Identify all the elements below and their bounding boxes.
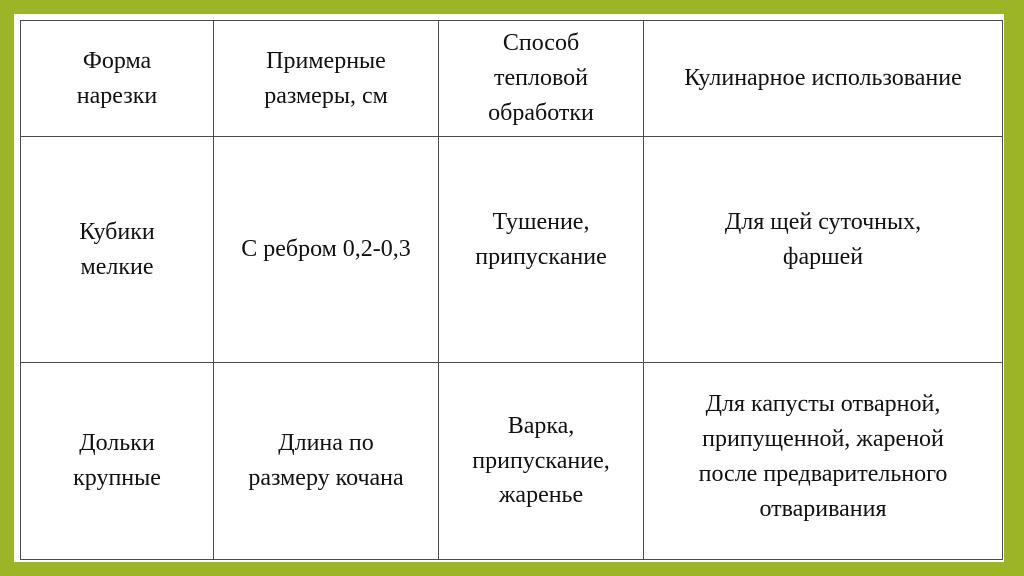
header-cell-dimensions: Примерные размеры, см: [214, 21, 439, 137]
cell-heat-treatment: Тушение, припускание: [439, 137, 644, 363]
cell-culinary-use: Для щей суточных, фаршей: [644, 137, 1003, 363]
table-row: [21, 137, 1003, 363]
cell-culinary-use: Для капусты отварной, припущенной, жареной после предварительного отваривания: [644, 363, 1003, 560]
header-cell-heat-treatment: Способ тепловой обработки: [439, 21, 644, 137]
table-row: [21, 363, 1003, 560]
cell-dimensions: Длина по размеру кочана: [214, 363, 439, 560]
cutting-table: [20, 20, 1003, 560]
cell-cut-shape: Дольки крупные: [21, 363, 214, 560]
slide-frame: [14, 14, 1004, 562]
header-cell-cut-shape: Форма нарезки: [21, 21, 214, 137]
table-header-row: [21, 21, 1003, 137]
cell-dimensions: С ребром 0,2-0,3: [214, 137, 439, 363]
cell-heat-treatment: Варка, припускание, жаренье: [439, 363, 644, 560]
header-cell-culinary-use: Кулинарное использование: [644, 21, 1003, 137]
cell-cut-shape: Кубики мелкие: [21, 137, 214, 363]
